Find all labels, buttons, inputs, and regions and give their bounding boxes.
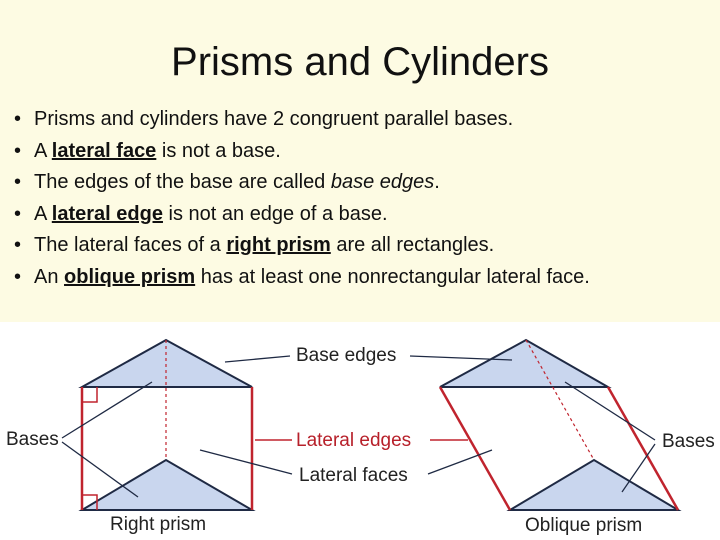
oblique-prism-hidden-edge — [526, 340, 594, 460]
right-prism-bottom-base — [82, 460, 252, 510]
label-lateral-faces: Lateral faces — [299, 465, 408, 486]
bullet-marker: • — [14, 202, 22, 225]
bullet-item — [14, 199, 590, 231]
bullet-item — [14, 262, 590, 294]
oblique-prism-lateral-edge — [440, 387, 510, 510]
leader-bases-right-bottom — [622, 444, 655, 492]
leader-base-edges-left — [225, 356, 290, 362]
bullet-marker: • — [14, 139, 22, 162]
bullet-item — [14, 104, 590, 136]
bullet-text-post: has at least one nonrectangular lateral face. — [195, 265, 590, 288]
right-prism-drawing — [82, 340, 252, 510]
bullet-marker: • — [14, 108, 22, 130]
slide-title: Prisms and Cylinders — [171, 40, 549, 84]
label-right-prism: Right prism — [110, 514, 207, 535]
bullet-marker: • — [14, 234, 22, 256]
leader-bases-left-bottom — [62, 442, 138, 497]
bullet-item — [14, 230, 590, 262]
bullet-item — [14, 136, 590, 168]
bullet-text-post: . — [434, 171, 440, 193]
term-lateral-face: lateral face — [51, 139, 157, 162]
oblique-prism-drawing — [440, 340, 678, 510]
leader-lateral-faces-left — [200, 450, 292, 474]
bullet-text-pre: A — [34, 202, 52, 225]
bullet-marker: • — [14, 171, 22, 193]
term-lateral-edge: lateral edge — [51, 202, 163, 225]
bullet-text-pre: A — [34, 139, 52, 162]
label-bases-right: Bases — [662, 431, 715, 452]
term-oblique-prism: oblique prism — [64, 265, 196, 288]
label-base-edges: Base edges — [296, 345, 397, 366]
bullet-text-post: are all rectangles. — [330, 234, 495, 256]
bullet-list — [14, 104, 590, 293]
right-angle-mark — [82, 387, 97, 402]
term-right-prism: right prism — [226, 234, 331, 256]
label-lateral-edges: Lateral edges — [296, 430, 412, 451]
bullet-text-pre: The edges of the base are called — [34, 171, 331, 193]
bullet-marker: • — [14, 265, 22, 288]
bullet-text-post: is not an edge of a base. — [162, 202, 388, 225]
prism-figure — [0, 322, 720, 540]
term-base-edges: base edges — [330, 171, 435, 193]
label-bases-left: Bases — [6, 429, 59, 450]
leader-bases-left-top — [62, 382, 152, 438]
label-oblique-prism: Oblique prism — [525, 515, 643, 536]
bullet-text-pre: An — [34, 265, 65, 288]
bullet-text-pre: The lateral faces of a — [34, 234, 227, 256]
bullet-text: Prisms and cylinders have 2 congruent parallel bases. — [34, 108, 514, 130]
right-prism-top-base — [82, 340, 252, 387]
bullet-item — [14, 167, 590, 199]
bullet-text-post: is not a base. — [156, 139, 281, 162]
oblique-prism-top-base — [440, 340, 608, 387]
